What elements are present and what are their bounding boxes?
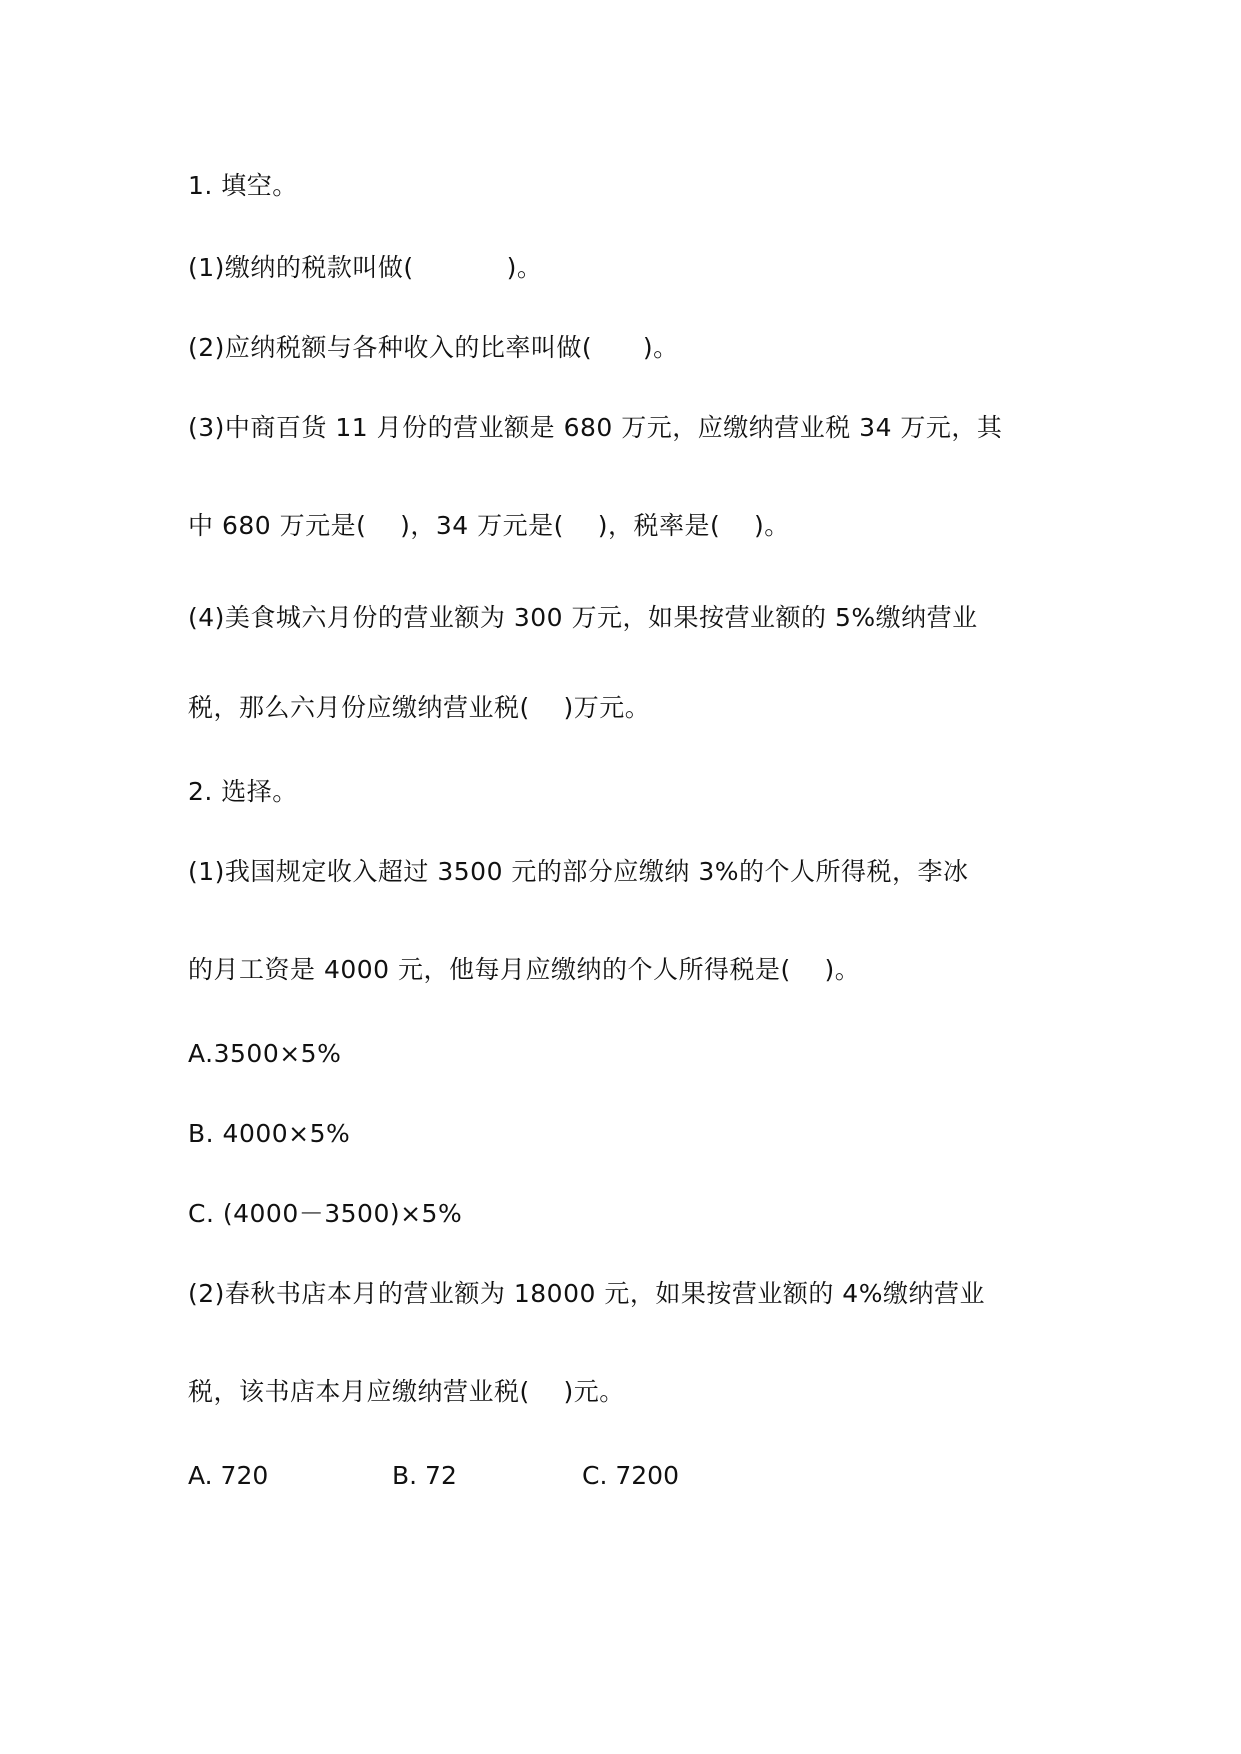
- q2-item1-option-b: B. 4000×5%: [188, 1119, 351, 1148]
- q2-item1-option-a: A.3500×5%: [188, 1039, 342, 1068]
- q2-item2-line1: (2)春秋书店本月的营业额为 18000 元，如果按营业额的 4%缴纳营业: [188, 1279, 985, 1308]
- q2-item1-line1: (1)我国规定收入超过 3500 元的部分应缴纳 3%的个人所得税，李冰: [188, 857, 969, 886]
- q1-item3-line1: (3)中商百货 11 月份的营业额是 680 万元，应缴纳营业税 34 万元，其: [188, 413, 1003, 442]
- q1-item2: (2)应纳税额与各种收入的比率叫做( )。: [188, 333, 679, 362]
- q2-item2-option-c: C. 7200: [582, 1461, 679, 1490]
- q2-item2-line2: 税，该书店本月应缴纳营业税( )元。: [188, 1377, 625, 1406]
- q1-item3-line2: 中 680 万元是( )，34 万元是( )，税率是( )。: [188, 511, 790, 540]
- q2-item1-option-c: C. (4000－3500)×5%: [188, 1199, 463, 1228]
- q2-item2-option-b: B. 72: [392, 1461, 457, 1490]
- q2-heading: 2. 选择。: [188, 777, 298, 806]
- q2-item2-option-a: A. 720: [188, 1461, 269, 1490]
- q2-item1-line2: 的月工资是 4000 元，他每月应缴纳的个人所得税是( )。: [188, 955, 861, 984]
- q1-item1: (1)缴纳的税款叫做( )。: [188, 253, 543, 282]
- q1-item4-line1: (4)美食城六月份的营业额为 300 万元，如果按营业额的 5%缴纳营业: [188, 603, 978, 632]
- q1-item4-line2: 税，那么六月份应缴纳营业税( )万元。: [188, 693, 651, 722]
- q1-heading: 1. 填空。: [188, 171, 298, 200]
